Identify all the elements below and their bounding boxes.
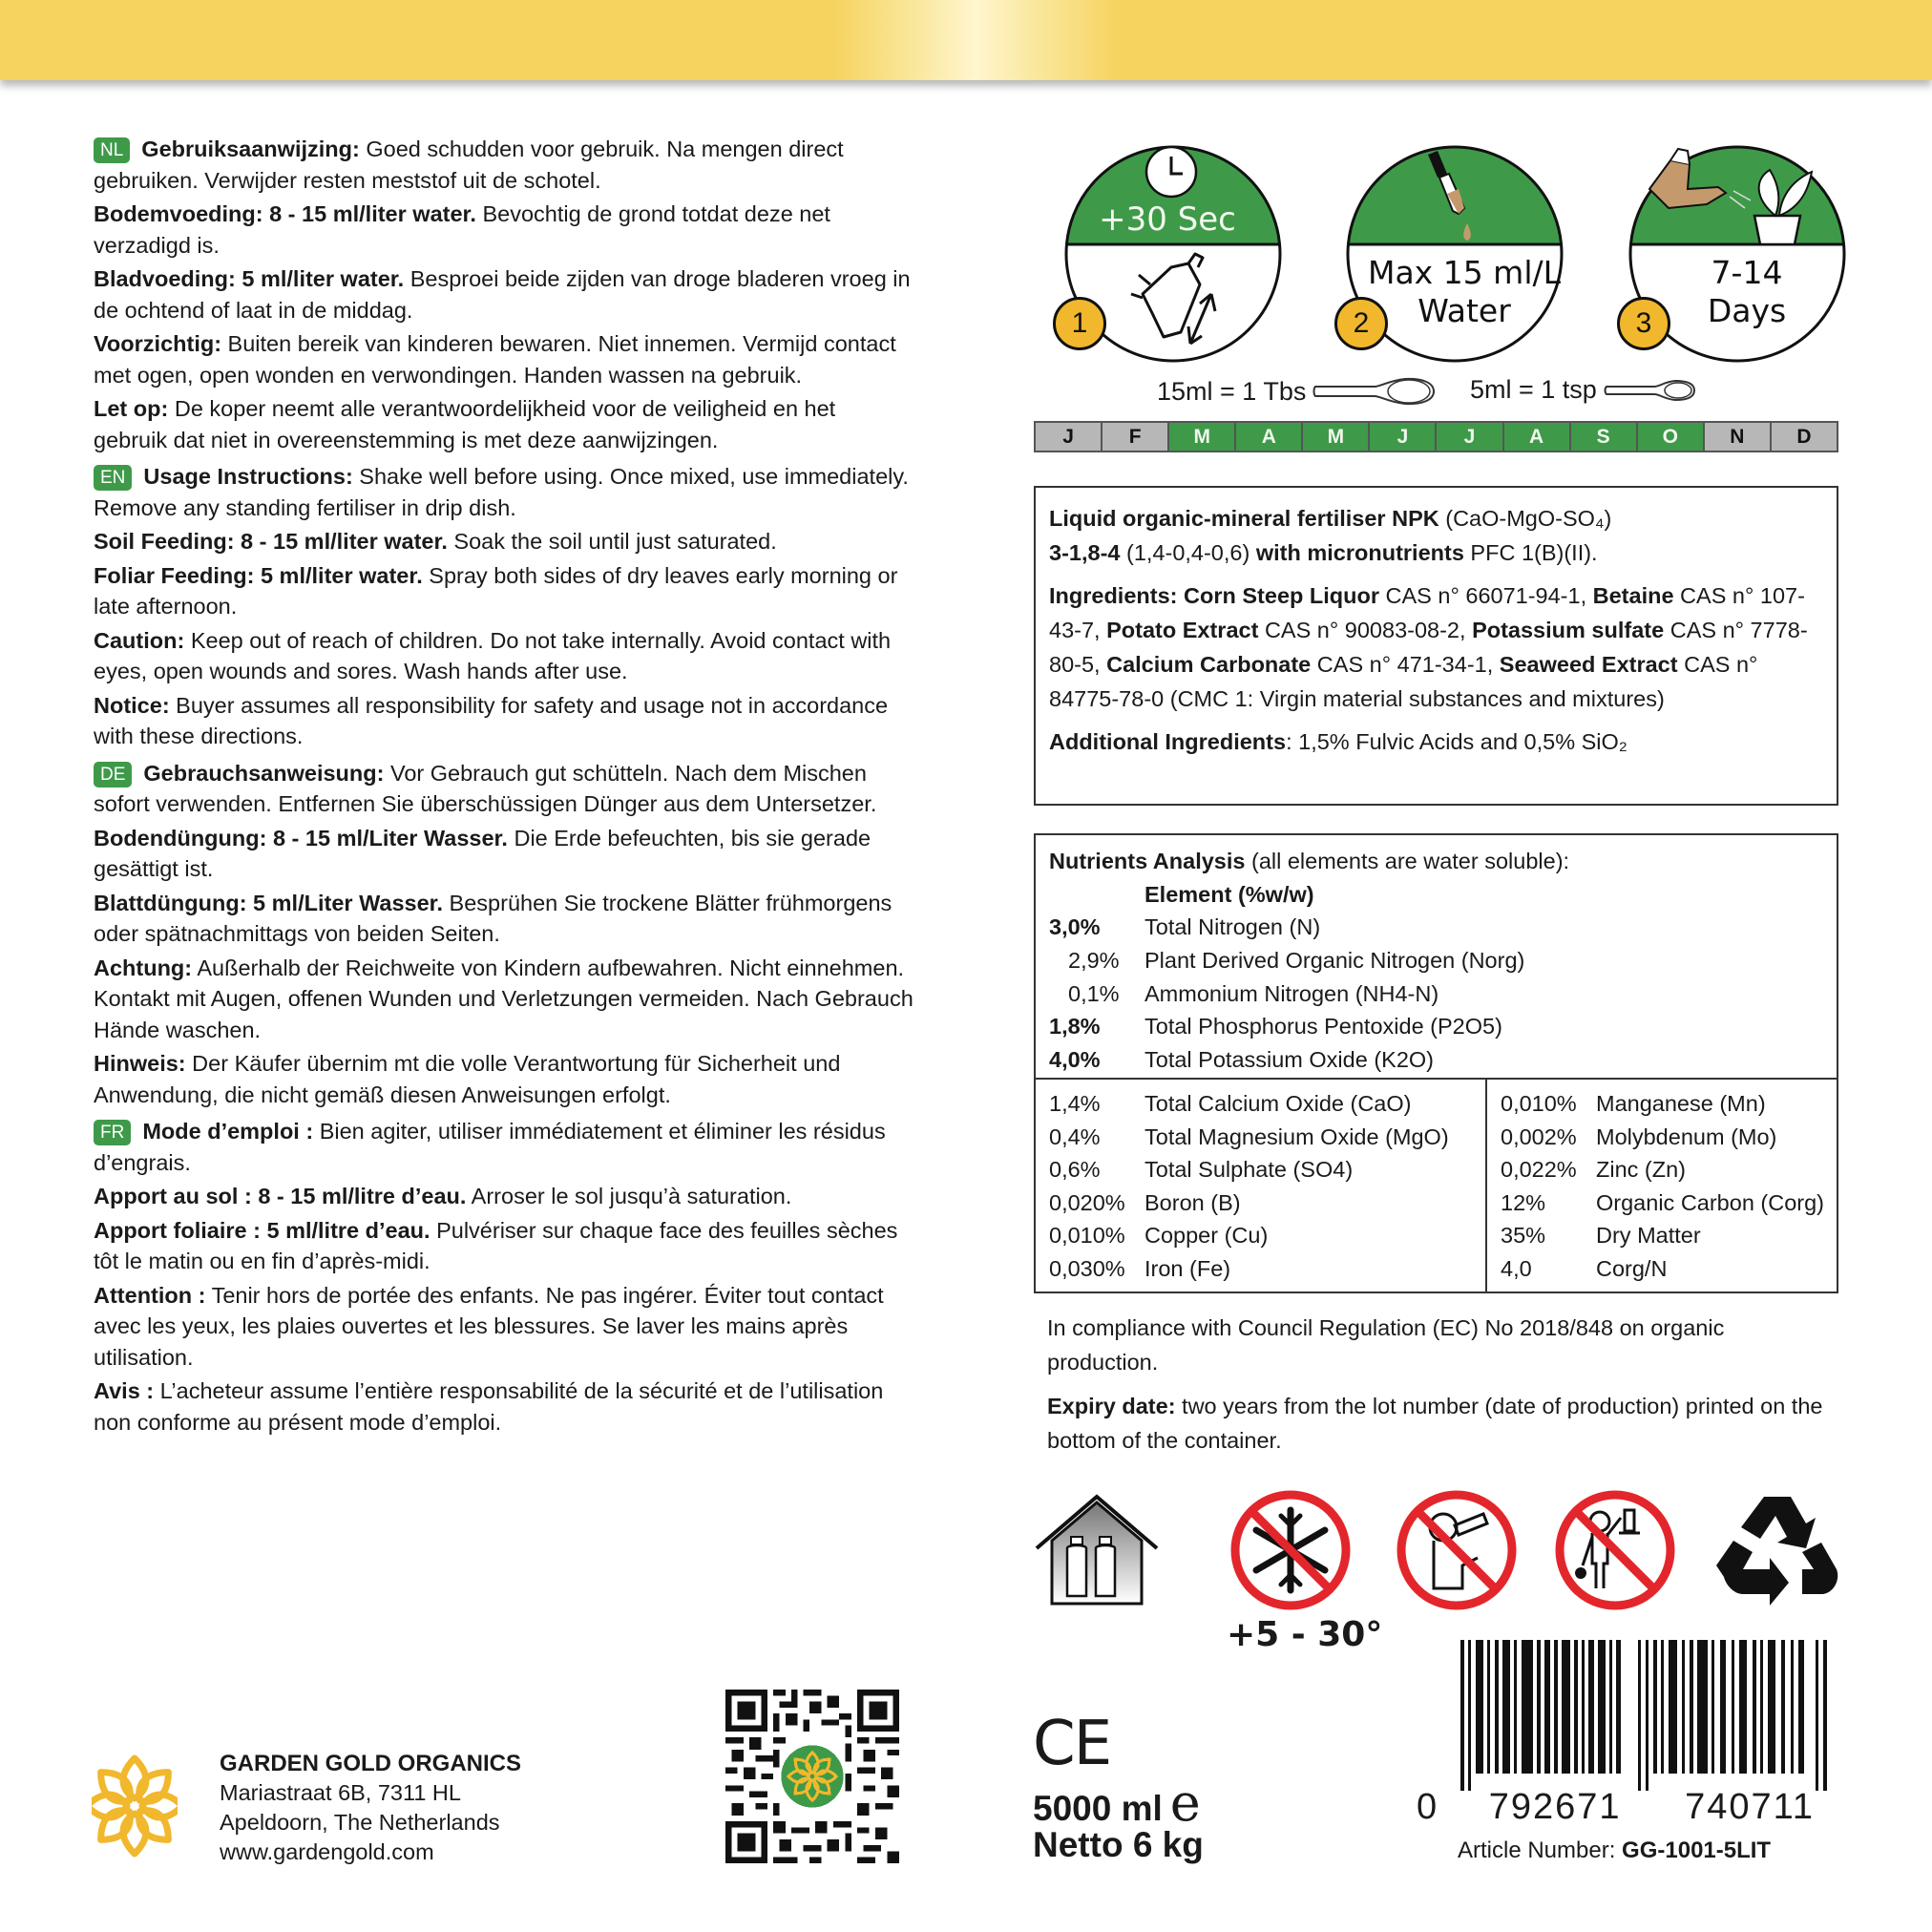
ce-mark-icon: CE	[1033, 1709, 1111, 1779]
teaspoon-label: 5ml = 1 tsp	[1470, 375, 1597, 404]
step-3-duration-line2: Days	[1707, 292, 1787, 329]
paragraph-text: Bevochtig de grond totdat deze net verzadigd is.	[94, 201, 830, 258]
nutrient-value: 35%	[1501, 1223, 1546, 1248]
additional-text: : 1,5% Fulvic Acids and 0,5% SiO₂	[1286, 729, 1628, 754]
step-3	[1611, 141, 1852, 363]
element-header: Element (%w/w)	[1144, 881, 1314, 907]
tablespoon-icon	[1312, 375, 1438, 408]
paragraph-text: Besprühen Sie trockene Blätter frühmorgens oder spätnachmittags von beiden Seiten.	[94, 890, 892, 946]
month-jun: J	[1370, 423, 1437, 451]
address-line-1: Mariastraat 6B, 7311 HL	[220, 1780, 461, 1805]
npk-ratio: 3-1,8-4	[1049, 540, 1121, 565]
nutrient-value: 0,020%	[1049, 1189, 1125, 1215]
instruction-paragraph	[94, 1181, 914, 1212]
nutrient-name: Plant Derived Organic Nitrogen (Norg)	[1144, 947, 1525, 973]
paragraph-heading: Voorzichtig:	[94, 331, 222, 356]
nutrients-title	[1049, 845, 1823, 878]
step-2-dosage-line2: Water	[1418, 292, 1511, 329]
nutrient-value: 0,6%	[1049, 1157, 1101, 1182]
secondary-ratio: (1,4-0,4-0,6)	[1120, 540, 1250, 565]
paragraph-text: Besproei beide zijden van droge bladeren vroeg in de ochtend of laat in de middag.	[94, 266, 911, 323]
nutrient-value: 0,4%	[1049, 1124, 1101, 1149]
paragraph-heading: Apport foliaire : 5 ml/litre d’eau.	[94, 1217, 430, 1243]
paragraph-heading: Mode d’emploi :	[142, 1119, 314, 1144]
nutrient-value: 1,8%	[1049, 1014, 1101, 1040]
instructions-column	[94, 134, 914, 1443]
paragraph-heading: Apport au sol : 8 - 15 ml/litre d’eau.	[94, 1184, 467, 1208]
barcode[interactable]	[1460, 1640, 1838, 1791]
usage-steps	[1031, 134, 1871, 363]
do-not-drink-icon	[1396, 1489, 1518, 1611]
month-aug: A	[1504, 423, 1571, 451]
step-2-dosage-line1: Max 15 ml/L	[1367, 254, 1561, 291]
instruction-paragraph	[94, 560, 914, 622]
paragraph-text: Shake well before using. Once mixed, use immediately. Remove any standing fertiliser in drip dish.	[94, 464, 909, 520]
tablespoon-label: 15ml = 1 Tbs	[1157, 376, 1307, 406]
nutrient-value: 2,9%	[1068, 947, 1120, 973]
instruction-paragraph	[94, 1280, 914, 1374]
instruction-paragraph	[94, 1215, 914, 1277]
paragraph-heading: Gebrauchsanweisung:	[143, 760, 385, 786]
ingredient-cas: CAS n° 107-43-7,	[1049, 583, 1805, 642]
nutrient-name: Boron (B)	[1144, 1189, 1241, 1215]
step-3-number: 3	[1617, 297, 1670, 350]
paragraph-heading: Bodendüngung: 8 - 15 ml/Liter Wasser.	[94, 825, 508, 850]
nutrient-value: 3,0%	[1049, 914, 1101, 940]
store-indoors-icon	[1033, 1489, 1161, 1611]
nutrients-analysis-table	[1034, 833, 1838, 1293]
recycle-icon	[1711, 1489, 1844, 1611]
paragraph-text: Buiten bereik van kinderen bewaren. Niet innemen. Vermijd contact met ogen, open wonden en verwondingen. Handen wassen na gebruik.	[94, 331, 896, 388]
nutrient-row	[1049, 1153, 1485, 1186]
nutrient-value: 4,0	[1501, 1255, 1532, 1281]
nutrient-name: Corg/N	[1596, 1255, 1668, 1281]
compliance-section	[1047, 1311, 1839, 1467]
lang-badge-fr: FR	[94, 1120, 131, 1145]
paragraph-text: Spray both sides of dry leaves early morning or late afternoon.	[94, 562, 898, 619]
no-freeze-icon	[1229, 1489, 1352, 1611]
instruction-paragraph	[94, 1116, 914, 1178]
nutrients-secondary-left	[1036, 1080, 1487, 1293]
month-may: M	[1303, 423, 1370, 451]
keep-away-from-children-icon	[1554, 1489, 1676, 1611]
brand-address	[220, 1749, 521, 1867]
ingredient-name: Potato Extract	[1106, 618, 1259, 642]
regulation-text: In compliance with Council Regulation (EC) No 2018/848 on organic production.	[1047, 1315, 1725, 1375]
nutrients-title-bold: Nutrients Analysis	[1049, 849, 1246, 873]
paragraph-heading: Bladvoeding: 5 ml/liter water.	[94, 266, 405, 291]
month-apr: A	[1236, 423, 1303, 451]
step-1	[1047, 141, 1288, 363]
paragraph-heading: Foliar Feeding: 5 ml/liter water.	[94, 562, 423, 588]
ingredient-cas: CAS n° 471-34-1,	[1311, 652, 1500, 677]
pfc-category: PFC 1(B)(II).	[1463, 540, 1598, 565]
paragraph-text: Bien agiter, utiliser immédiatement et éliminer les résidus d’engrais.	[94, 1119, 886, 1175]
nutrient-value: 0,022%	[1501, 1157, 1577, 1182]
instruction-paragraph	[94, 823, 914, 885]
address-line-2: Apeldoorn, The Netherlands	[220, 1810, 500, 1835]
month-oct: O	[1638, 423, 1705, 451]
nutrient-value: 0,010%	[1501, 1091, 1577, 1116]
instruction-paragraph	[94, 758, 914, 820]
step-1-duration: +30 Sec	[1099, 200, 1236, 239]
nutrients-primary	[1036, 835, 1837, 1077]
teaspoon-icon	[1603, 376, 1698, 405]
ingredient-cas: CAS n° 7778-80-5,	[1049, 618, 1808, 677]
article-number	[1458, 1838, 1771, 1864]
nutrient-row	[1501, 1252, 1824, 1286]
paragraph-heading: Attention :	[94, 1282, 206, 1308]
instruction-paragraph	[94, 393, 914, 455]
instruction-paragraph	[94, 526, 914, 557]
nutrient-row	[1501, 1087, 1824, 1121]
lang-badge-en: EN	[94, 465, 132, 491]
product-type: Liquid organic-mineral fertiliser NPK	[1049, 506, 1439, 531]
paragraph-heading: Achtung:	[94, 955, 193, 980]
ingredient-name: Betaine	[1592, 583, 1674, 608]
paragraph-heading: Gebruiksaanwijzing:	[141, 136, 360, 161]
paragraph-text: Die Erde befeuchten, bis sie gerade gesättigt ist.	[94, 825, 872, 881]
storage-temperature: +5 - 30°	[1227, 1615, 1383, 1654]
paragraph-text: Buyer assumes all responsibility for safety and usage not in accordance with these directions.	[94, 692, 889, 748]
month-jan: J	[1036, 423, 1102, 451]
clock-icon	[1146, 147, 1196, 197]
paragraph-text: Arroser le sol jusqu’à saturation.	[466, 1184, 792, 1208]
spoon-measures	[1031, 375, 1861, 413]
nutrient-name: Copper (Cu)	[1144, 1223, 1269, 1248]
nutrient-row	[1049, 1186, 1485, 1220]
nutrient-row	[1501, 1153, 1824, 1186]
lang-block-en	[94, 461, 914, 752]
nutrient-name: Ammonium Nitrogen (NH4-N)	[1144, 980, 1439, 1006]
tablespoon-measure	[1157, 375, 1438, 408]
nutrient-row	[1049, 1043, 1823, 1077]
nutrient-value: 12%	[1501, 1189, 1546, 1215]
paragraph-text: L’acheteur assume l’entière responsabilité de la sécurité et de l’utilisation non conforme au présent mode d’emploi.	[94, 1378, 884, 1435]
nutrient-name: Organic Carbon (Corg)	[1596, 1189, 1825, 1215]
paragraph-heading: Hinweis:	[94, 1051, 186, 1076]
article-value: GG-1001-5LIT	[1622, 1838, 1772, 1863]
nutrient-value: 0,030%	[1049, 1255, 1125, 1281]
instruction-paragraph	[94, 199, 914, 261]
month-mar: M	[1169, 423, 1236, 451]
estimated-sign-icon: e	[1169, 1773, 1201, 1833]
nutrients-secondary	[1036, 1078, 1837, 1293]
paragraph-text: Der Käufer übernim mt die volle Verantwortung für Sicherheit und Anwendung, die nicht gemäß diesen Anweisungen erfolgt.	[94, 1051, 841, 1107]
brand-name: GARDEN GOLD ORGANICS	[220, 1751, 522, 1776]
instruction-paragraph	[94, 1048, 914, 1110]
flower-logo-icon	[92, 1747, 178, 1861]
paragraph-heading: Blattdüngung: 5 ml/Liter Wasser.	[94, 890, 444, 915]
paragraph-heading: Soil Feeding: 8 - 15 ml/liter water.	[94, 529, 448, 554]
nutrient-name: Total Potassium Oxide (K2O)	[1144, 1047, 1434, 1073]
paragraph-heading: Let op:	[94, 396, 169, 421]
lang-badge-nl: NL	[94, 137, 130, 163]
ingredients-list	[1049, 578, 1823, 716]
nutrient-row	[1049, 977, 1823, 1011]
barcode-lead-digit: 0	[1417, 1787, 1438, 1827]
ingredient-name: Potassium sulfate	[1472, 618, 1665, 642]
nutrient-row	[1501, 1219, 1824, 1252]
ingredient-cas: CAS n° 66071-94-1,	[1379, 583, 1593, 608]
month-sep: S	[1571, 423, 1638, 451]
lang-block-fr	[94, 1116, 914, 1438]
instruction-paragraph	[94, 263, 914, 326]
top-banner	[0, 0, 1932, 80]
website-link[interactable]: www.gardengold.com	[220, 1839, 434, 1864]
month-dec: D	[1772, 423, 1837, 451]
paragraph-text: Vor Gebrauch gut schütteln. Nach dem Mischen sofort verwenden. Entfernen Sie überschüssigen Dünger aus dem Untersetzer.	[94, 760, 877, 816]
nutrient-row	[1049, 911, 1823, 944]
ingredients-label: Ingredients:	[1049, 583, 1178, 608]
step-3-duration-line1: 7-14	[1711, 254, 1783, 291]
nutrient-name: Total Sulphate (SO4)	[1144, 1157, 1354, 1182]
nutrients-title-rest: (all elements are water soluble):	[1245, 849, 1570, 873]
ingredient-name: Seaweed Extract	[1499, 652, 1678, 677]
nutrient-name: Total Calcium Oxide (CaO)	[1144, 1091, 1412, 1116]
ingredient-name: Corn Steep Liquor	[1184, 583, 1379, 608]
paragraph-heading: Bodemvoeding: 8 - 15 ml/liter water.	[94, 201, 476, 226]
ingredient-name: Calcium Carbonate	[1106, 652, 1312, 677]
micronutrients-label: with micronutrients	[1250, 540, 1464, 565]
lang-block-de	[94, 758, 914, 1111]
nutrient-name: Iron (Fe)	[1144, 1255, 1231, 1281]
additional-label: Additional Ingredients	[1049, 729, 1287, 754]
article-label: Article Number:	[1458, 1838, 1623, 1863]
nutrient-row	[1049, 1121, 1485, 1154]
expiry-value: two years from the lot number (date of production) printed on the bottom of the container.	[1047, 1394, 1823, 1453]
nutrients-secondary-right	[1487, 1080, 1824, 1293]
ingredient-cas: CAS n° 90083-08-2,	[1258, 618, 1473, 642]
month-feb: F	[1102, 423, 1169, 451]
nutrient-name: Molybdenum (Mo)	[1596, 1124, 1777, 1149]
qr-code[interactable]	[725, 1690, 899, 1863]
lang-badge-de: DE	[94, 762, 132, 788]
nutrient-name: Total Magnesium Oxide (MgO)	[1144, 1124, 1449, 1149]
paragraph-text: De koper neemt alle verantwoordelijkheid voor de veiligheid en het gebruik dat niet in overeenstemming is met deze aanwijzingen.	[94, 396, 836, 452]
nutrient-row	[1049, 1010, 1823, 1043]
paragraph-heading: Caution:	[94, 627, 185, 653]
instruction-paragraph	[94, 625, 914, 687]
expiry-label: Expiry date:	[1047, 1394, 1176, 1418]
barcode-group-2: 740711	[1685, 1787, 1816, 1827]
nutrient-row	[1049, 1252, 1485, 1286]
nutrient-name: Total Nitrogen (N)	[1144, 914, 1321, 940]
product-info-box	[1034, 486, 1838, 806]
paragraph-heading: Usage Instructions:	[143, 464, 353, 489]
instruction-paragraph	[94, 461, 914, 523]
product-classification	[1049, 501, 1823, 570]
nutrient-row	[1049, 1219, 1485, 1252]
brand-block	[92, 1747, 559, 1864]
paragraph-text: Außerhalb der Reichweite von Kindern aufbewahren. Nicht einnehmen. Kontakt mit Augen, offenen Wunden und Verletzungen vermeiden. Nach Gebrauch Hände waschen.	[94, 955, 914, 1042]
nutrient-value: 0,002%	[1501, 1124, 1577, 1149]
paragraph-heading: Notice:	[94, 692, 170, 718]
barcode-group-1: 792671	[1488, 1787, 1622, 1827]
month-nov: N	[1705, 423, 1772, 451]
application-months	[1034, 421, 1838, 452]
step-2-number: 2	[1334, 297, 1388, 350]
nutrient-row	[1501, 1186, 1824, 1220]
instruction-paragraph	[94, 690, 914, 752]
nutrient-value: 4,0%	[1049, 1047, 1101, 1073]
instruction-paragraph	[94, 328, 914, 390]
nutrient-name: Dry Matter	[1596, 1223, 1701, 1248]
step-1-number: 1	[1053, 297, 1106, 350]
nutrient-row	[1049, 1087, 1485, 1121]
paragraph-text: Goed schudden voor gebruik. Na mengen direct gebruiken. Verwijder resten meststof uit de schotel.	[94, 136, 844, 193]
additional-ingredients	[1049, 724, 1823, 759]
instruction-paragraph	[94, 1376, 914, 1438]
nutrient-value: 0,1%	[1068, 980, 1120, 1006]
expiry-text	[1047, 1389, 1839, 1458]
net-weight: Netto 6 kg	[1033, 1825, 1204, 1864]
instruction-paragraph	[94, 888, 914, 950]
paragraph-heading: Avis :	[94, 1378, 155, 1403]
barcode-number	[1417, 1787, 1856, 1828]
volume-value: 5000 ml	[1033, 1789, 1163, 1828]
lang-block-nl	[94, 134, 914, 455]
paragraph-text: Keep out of reach of children. Do not take internally. Avoid contact with eyes, open wounds and sores. Wash hands after use.	[94, 627, 892, 683]
paragraph-text: Pulvériser sur chaque face des feuilles sèches tôt le matin ou en fin d’après-midi.	[94, 1217, 898, 1273]
nutrients-column-header	[1049, 878, 1823, 912]
safety-icons	[1031, 1489, 1871, 1623]
nutrient-row	[1049, 944, 1823, 977]
step-2	[1329, 141, 1569, 363]
paragraph-text: Soak the soil until just saturated.	[447, 529, 777, 554]
volume-block	[1033, 1773, 1204, 1867]
ingredient-cas: CAS n° 84775-78-0 (CMC 1: Virgin material substances and mixtures)	[1049, 652, 1758, 711]
paragraph-text: Tenir hors de portée des enfants. Ne pas ingérer. Éviter tout contact avec les yeux, les plaies ouvertes et les blessures. Se laver les mains après utilisation.	[94, 1282, 884, 1370]
nutrient-name: Total Phosphorus Pentoxide (P2O5)	[1144, 1014, 1502, 1040]
month-jul: J	[1437, 423, 1503, 451]
product-formula: (CaO-MgO-SO₄)	[1438, 506, 1612, 531]
nutrient-value: 1,4%	[1049, 1091, 1101, 1116]
teaspoon-measure	[1470, 375, 1698, 405]
nutrient-name: Manganese (Mn)	[1596, 1091, 1766, 1116]
instruction-paragraph	[94, 134, 914, 196]
instruction-paragraph	[94, 953, 914, 1046]
nutrient-value: 0,010%	[1049, 1223, 1125, 1248]
nutrient-row	[1501, 1121, 1824, 1154]
nutrient-name: Zinc (Zn)	[1596, 1157, 1686, 1182]
